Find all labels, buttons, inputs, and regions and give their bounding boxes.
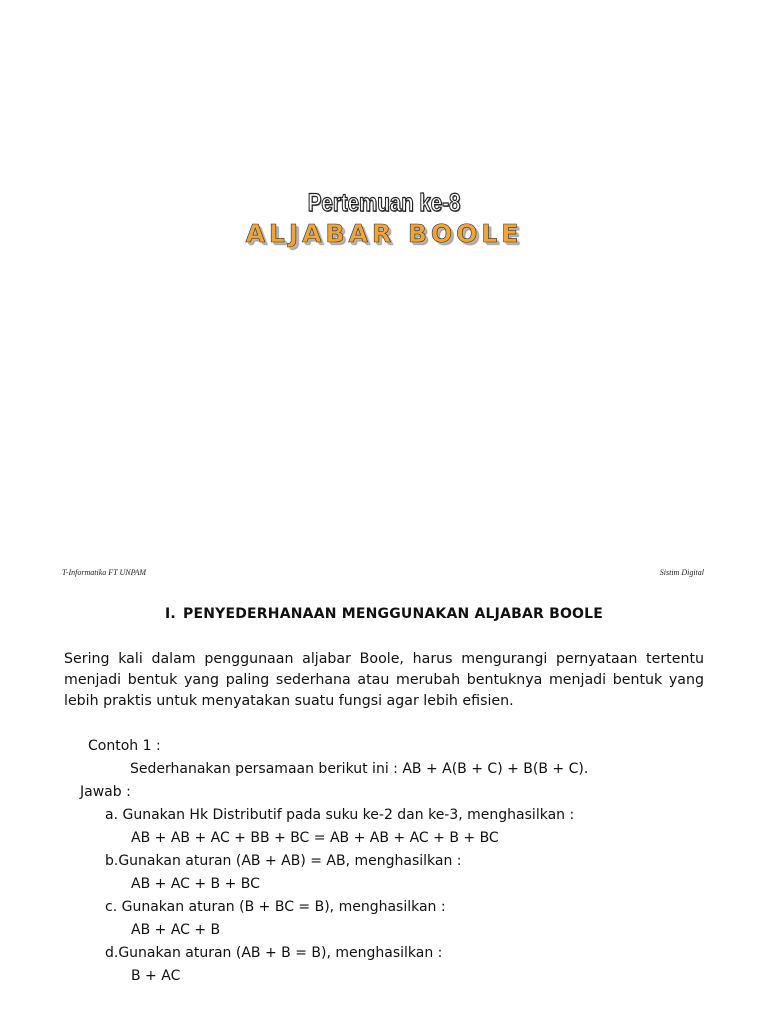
step-b bbox=[64, 851, 704, 874]
intro-paragraph: Sering kali dalam penggunaan aljabar Boole, harus mengurangi pernyataan tertentu menjadi bentuk yang paling sederhana atau merubah bentuknya menjadi bentuk yang lebih praktis untuk menyatakan suatu fungsi agar lebih efisien. bbox=[64, 651, 704, 709]
step-c bbox=[64, 897, 704, 920]
example-task: Sederhanakan persamaan berikut ini : AB + A(B + C) + B(B + C). bbox=[130, 761, 589, 777]
step-result: AB + AC + B bbox=[131, 922, 221, 938]
step-label: a. Gunakan Hk Distributif pada suku ke-2 dan ke-3, menghasilkan : bbox=[105, 807, 575, 823]
step-a bbox=[64, 805, 704, 828]
step-result: AB + AC + B + BC bbox=[131, 876, 260, 892]
title-art bbox=[0, 188, 768, 250]
meeting-title: Pertemuan ke-8 bbox=[307, 189, 461, 217]
step-d bbox=[64, 943, 704, 966]
step-label: b.Gunakan aturan (AB + AB) = AB, menghasilkan : bbox=[105, 853, 462, 869]
section-number: I. bbox=[164, 606, 176, 622]
step-label: d.Gunakan aturan (AB + B = B), menghasilkan : bbox=[105, 945, 443, 961]
step-result: B + AC bbox=[131, 968, 181, 984]
step-result: AB + AB + AC + BB + BC = AB + AB + AC + B + BC bbox=[131, 830, 499, 846]
answer-title: Jawab : bbox=[80, 784, 131, 800]
running-text-right: Sistim Digital bbox=[659, 568, 704, 577]
example-title: Contoh 1 : bbox=[88, 738, 161, 754]
topic-title: ALJABAR BOOLE bbox=[245, 219, 523, 248]
section-heading bbox=[64, 604, 704, 626]
section-title: PENYEDERHANAAN MENGGUNAKAN ALJABAR BOOLE bbox=[182, 606, 604, 622]
running-text-left: T-Informatika FT UNPAM bbox=[62, 568, 147, 577]
document-body bbox=[64, 604, 704, 989]
step-label: c. Gunakan aturan (B + BC = B), menghasilkan : bbox=[105, 899, 446, 915]
